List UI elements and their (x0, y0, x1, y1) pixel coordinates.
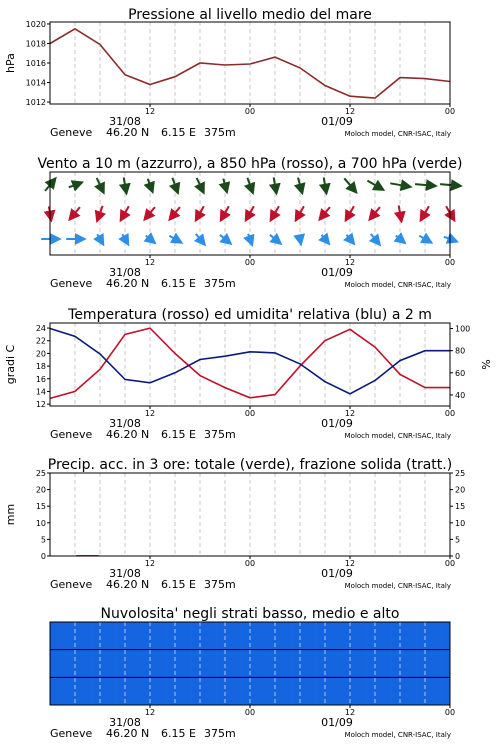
cloud-cell (83, 650, 92, 678)
model-credit: Moloch model, CNR-ISAC, Italy (344, 130, 451, 138)
cloud-cell (225, 677, 234, 705)
cloud-cell (317, 677, 326, 705)
y-tick-label: 24 (35, 324, 46, 334)
cloud-cell (217, 677, 226, 705)
cloud-cell (133, 677, 142, 705)
cloud-cell (58, 622, 67, 650)
wind-arrow (324, 177, 327, 192)
y-tick-label: 10 (35, 518, 46, 528)
cloud-cell (342, 677, 351, 705)
cloud-cell (275, 622, 284, 650)
cloud-cell (192, 622, 201, 650)
cloud-cell (92, 650, 101, 678)
x-tick-label: 00 (244, 107, 256, 116)
cloud-cell (175, 650, 184, 678)
cloud-cell (375, 650, 384, 678)
cloud-cell (392, 677, 401, 705)
cloud-cell (408, 622, 417, 650)
x-tick-label: 12 (144, 559, 156, 568)
cloud-cell (217, 622, 226, 650)
cloud-cell (442, 622, 451, 650)
y-tick-label: 16 (35, 374, 46, 384)
cloud-cell (267, 677, 276, 705)
date-label: 01/09 (321, 266, 353, 279)
date-label: 01/09 (321, 716, 353, 729)
cloud-cell (158, 650, 167, 678)
cloud-cell (183, 622, 192, 650)
cloud-cell (317, 650, 326, 678)
chart-title: Nuvolosita' negli strati basso, medio e alto (100, 606, 400, 622)
y-axis-label: % (480, 359, 493, 370)
cloud-cell (142, 622, 151, 650)
y-tick-label: 20 (35, 485, 46, 495)
plot-frame (50, 22, 450, 104)
cloud-cell (167, 650, 176, 678)
y-tick-label-right: 100 (455, 324, 471, 334)
x-tick-label: 12 (144, 107, 156, 116)
cloud-cell (400, 622, 409, 650)
cloud-cell (233, 677, 242, 705)
cloud-cell (250, 650, 259, 678)
date-label: 01/09 (321, 567, 353, 580)
cloud-cell (192, 677, 201, 705)
cloud-cell (392, 650, 401, 678)
x-tick-label: 00 (444, 409, 456, 418)
cloud-cell (117, 622, 126, 650)
cloud-cell (358, 677, 367, 705)
cloud-cell (142, 677, 151, 705)
x-tick-label: 00 (244, 258, 256, 267)
cloud-cell (400, 677, 409, 705)
cloud-cell (208, 677, 217, 705)
cloud-cell (83, 622, 92, 650)
cloud-cell (125, 677, 134, 705)
cloud-cell (292, 622, 301, 650)
cloud-cell (142, 650, 151, 678)
location-city: Geneve (50, 428, 93, 441)
cloud-cell (108, 622, 117, 650)
cloud-cell (250, 677, 259, 705)
cloud-cell (67, 650, 76, 678)
model-credit: Moloch model, CNR-ISAC, Italy (344, 731, 451, 739)
cloud-cell (317, 622, 326, 650)
cloud-cell (292, 677, 301, 705)
cloud-cell (400, 650, 409, 678)
cloud-cell (283, 650, 292, 678)
cloud-cell (183, 677, 192, 705)
cloud-cell (92, 677, 101, 705)
cloud-cell (350, 622, 359, 650)
date-label: 31/08 (109, 266, 141, 279)
x-tick-label: 12 (344, 708, 356, 717)
cloud-cell (417, 677, 426, 705)
cloud-cell (50, 650, 59, 678)
cloud-cell (158, 622, 167, 650)
cloud-cell (425, 622, 434, 650)
x-tick-label: 12 (144, 258, 156, 267)
cloud-cell (258, 622, 267, 650)
cloud-cell (83, 677, 92, 705)
location-lat: 46.20 N (106, 277, 150, 290)
y-tick-label-right: 40 (455, 390, 466, 400)
y-axis-label: gradi C (4, 344, 17, 385)
cloud-cell (275, 677, 284, 705)
y-tick-label: 12 (35, 400, 46, 410)
location-city: Geneve (50, 578, 93, 591)
cloud-cell (175, 622, 184, 650)
cloud-cell (242, 650, 251, 678)
cloud-cell (383, 677, 392, 705)
cloud-cell (208, 622, 217, 650)
cloud-cell (242, 677, 251, 705)
cloud-cell (133, 650, 142, 678)
cloud-cell (333, 622, 342, 650)
cloud-cell (267, 622, 276, 650)
cloud-cell (342, 650, 351, 678)
model-credit: Moloch model, CNR-ISAC, Italy (344, 582, 451, 590)
cloud-cell (250, 622, 259, 650)
location-city: Geneve (50, 277, 93, 290)
cloud-cell (325, 622, 334, 650)
model-credit: Moloch model, CNR-ISAC, Italy (344, 432, 451, 440)
cloud-cell (100, 622, 109, 650)
chart-title: Vento a 10 m (azzurro), a 850 hPa (rosso), a 700 hPa (verde) (37, 156, 463, 172)
cloud-cell (442, 677, 451, 705)
y-tick-label-right: 5 (455, 535, 461, 545)
wind-arrow (415, 184, 435, 186)
location-lon: 6.15 E (161, 126, 196, 139)
y-tick-label: 1016 (25, 59, 46, 68)
x-tick-label: 12 (344, 107, 356, 116)
cloud-cell (300, 622, 309, 650)
cloud-cell (425, 650, 434, 678)
cloud-cell (183, 650, 192, 678)
location-lon: 6.15 E (161, 428, 196, 441)
cloud-cell (208, 650, 217, 678)
cloud-cell (100, 677, 109, 705)
y-axis-label: mm (4, 503, 17, 526)
cloud-cell (433, 622, 442, 650)
cloud-cell (133, 622, 142, 650)
cloud-cell (75, 650, 84, 678)
cloud-cell (308, 677, 317, 705)
y-tick-label: 1018 (25, 39, 46, 49)
y-tick-label: 1012 (25, 98, 46, 108)
cloud-cell (283, 677, 292, 705)
cloud-cell (258, 650, 267, 678)
cloud-cell (433, 650, 442, 678)
y-axis-label: hPa (4, 53, 17, 73)
x-tick-label: 00 (444, 708, 456, 717)
location-lat: 46.20 N (106, 578, 150, 591)
wind-arrow (274, 177, 277, 192)
cloud-cell (358, 622, 367, 650)
cloud-cell (375, 622, 384, 650)
x-tick-label: 12 (144, 708, 156, 717)
cloud-cell (292, 650, 301, 678)
x-tick-label: 12 (344, 409, 356, 418)
cloud-cell (200, 650, 209, 678)
cloud-cell (108, 650, 117, 678)
x-tick-label: 12 (344, 258, 356, 267)
y-tick-label: 18 (35, 362, 46, 372)
cloud-cell (50, 677, 59, 705)
cloud-cell (92, 622, 101, 650)
cloud-cell (375, 677, 384, 705)
cloud-cell (442, 650, 451, 678)
cloud-cell (150, 650, 159, 678)
y-tick-label: 25 (35, 469, 46, 478)
cloud-cell (367, 622, 376, 650)
cloud-cell (350, 650, 359, 678)
x-tick-label: 00 (244, 559, 256, 568)
cloud-cell (267, 650, 276, 678)
cloud-cell (233, 622, 242, 650)
cloud-cell (225, 650, 234, 678)
cloud-cell (275, 650, 284, 678)
cloud-cell (283, 622, 292, 650)
cloud-cell (200, 677, 209, 705)
cloud-cell (125, 650, 134, 678)
cloud-cell (350, 677, 359, 705)
location-lon: 6.15 E (161, 727, 196, 740)
cloud-cell (367, 650, 376, 678)
x-tick-label: 00 (444, 559, 456, 568)
y-tick-label: 20 (35, 349, 46, 359)
cloud-cell (158, 677, 167, 705)
y-tick-label: 1014 (25, 78, 46, 88)
cloud-cell (175, 677, 184, 705)
cloud-cell (108, 677, 117, 705)
y-tick-label-right: 60 (455, 368, 466, 378)
cloud-cell (167, 622, 176, 650)
y-tick-label: 14 (35, 387, 46, 397)
x-tick-label: 00 (244, 708, 256, 717)
cloud-cell (58, 650, 67, 678)
cloud-cell (425, 677, 434, 705)
y-tick-label-right: 15 (455, 502, 466, 512)
cloud-cell (408, 650, 417, 678)
chart-title: Temperatura (rosso) ed umidita' relativa (blu) a 2 m (68, 307, 432, 323)
y-tick-label-right: 80 (455, 346, 466, 356)
wind-arrow (124, 177, 127, 192)
location-lon: 6.15 E (161, 578, 196, 591)
y-tick-label: 1020 (25, 19, 46, 29)
y-tick-label-right: 25 (455, 469, 466, 478)
x-tick-label: 12 (144, 409, 156, 418)
date-label: 31/08 (109, 567, 141, 580)
cloud-cell (117, 677, 126, 705)
date-label: 31/08 (109, 716, 141, 729)
cloud-cell (75, 622, 84, 650)
cloud-cell (367, 677, 376, 705)
y-tick-label: 22 (35, 336, 46, 346)
cloud-cell (358, 650, 367, 678)
cloud-cell (125, 622, 134, 650)
cloud-cell (150, 622, 159, 650)
cloud-cell (192, 650, 201, 678)
cloud-cell (392, 622, 401, 650)
cloud-cell (117, 650, 126, 678)
cloud-cell (383, 622, 392, 650)
location-alt: 375m (204, 578, 236, 591)
cloud-cell (217, 650, 226, 678)
cloud-cell (50, 622, 59, 650)
cloud-cell (342, 622, 351, 650)
cloud-cell (433, 677, 442, 705)
cloud-cell (300, 677, 309, 705)
date-label: 01/09 (321, 115, 353, 128)
y-tick-label: 15 (35, 502, 46, 512)
location-alt: 375m (204, 277, 236, 290)
location-lat: 46.20 N (106, 126, 150, 139)
cloud-cell (308, 622, 317, 650)
location-lat: 46.20 N (106, 428, 150, 441)
location-lat: 46.20 N (106, 727, 150, 740)
location-alt: 375m (204, 126, 236, 139)
location-city: Geneve (50, 727, 93, 740)
date-label: 01/09 (321, 417, 353, 430)
cloud-cell (333, 650, 342, 678)
cloud-cell (200, 622, 209, 650)
wind-arrow (399, 205, 402, 220)
location-alt: 375m (204, 428, 236, 441)
cloud-cell (308, 650, 317, 678)
date-label: 31/08 (109, 417, 141, 430)
cloud-cell (383, 650, 392, 678)
date-label: 31/08 (109, 115, 141, 128)
y-tick-label-right: 10 (455, 518, 466, 528)
x-tick-label: 00 (444, 258, 456, 267)
x-tick-label: 12 (344, 559, 356, 568)
cloud-cell (408, 677, 417, 705)
cloud-cell (225, 622, 234, 650)
cloud-cell (325, 650, 334, 678)
x-tick-label: 00 (444, 107, 456, 116)
cloud-cell (300, 650, 309, 678)
cloud-cell (242, 622, 251, 650)
cloud-cell (100, 650, 109, 678)
x-tick-label: 00 (244, 409, 256, 418)
y-tick-label-right: 0 (455, 552, 461, 561)
cloud-cell (333, 677, 342, 705)
wind-arrow (299, 235, 301, 244)
cloud-cell (167, 677, 176, 705)
chart-title: Pressione al livello medio del mare (128, 7, 372, 23)
y-tick-label-right: 20 (455, 485, 466, 495)
cloud-cell (150, 677, 159, 705)
cloud-cell (417, 622, 426, 650)
location-city: Geneve (50, 126, 93, 139)
cloud-cell (67, 677, 76, 705)
cloud-cell (75, 677, 84, 705)
y-tick-label: 5 (40, 535, 46, 545)
cloud-cell (258, 677, 267, 705)
cloud-cell (325, 677, 334, 705)
cloud-cell (417, 650, 426, 678)
location-alt: 375m (204, 727, 236, 740)
cloud-cell (67, 622, 76, 650)
location-lon: 6.15 E (161, 277, 196, 290)
cloud-cell (58, 677, 67, 705)
chart-title: Precip. acc. in 3 ore: totale (verde), frazione solida (tratt.) (47, 457, 453, 473)
y-tick-label: 0 (40, 552, 46, 561)
cloud-cell (233, 650, 242, 678)
model-credit: Moloch model, CNR-ISAC, Italy (344, 281, 451, 289)
